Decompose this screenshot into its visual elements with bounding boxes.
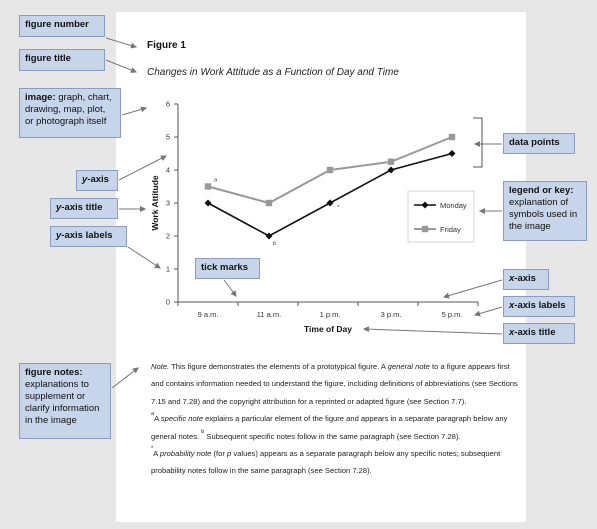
callout-y-labels-text: -axis labels (61, 230, 113, 241)
legend-label-monday: Monday (440, 201, 467, 210)
arrow-data-points-head (475, 142, 480, 146)
arrow-figure-title-head (131, 68, 136, 72)
callout-y-axis-italic: y (82, 174, 88, 185)
figure-number: Figure 1 (147, 40, 186, 51)
y-tick-label: 1 (165, 264, 170, 274)
arrow-figure-number-head (131, 44, 136, 48)
data-point-monday (327, 200, 334, 207)
point-note-marker: * (337, 205, 340, 211)
callout-y-labels-italic: y (56, 230, 62, 241)
legend-marker-friday (422, 226, 428, 232)
callout-x-axis (503, 269, 549, 290)
arrow-tick-marks-head (232, 291, 236, 296)
data-point-monday (205, 200, 212, 207)
callout-data-points (503, 133, 575, 154)
data-point-monday (449, 150, 456, 157)
arrow-image-head (141, 107, 146, 111)
y-tick-label: 5 (165, 132, 170, 142)
callout-y-title-text: -axis title (61, 202, 103, 213)
general-note (151, 358, 521, 410)
probability-note (151, 445, 521, 480)
data-point-monday (266, 233, 273, 240)
specific-note-text-a: A (154, 414, 161, 424)
callout-y-title-italic: y (56, 202, 62, 213)
specific-note-sup-b: b (201, 428, 205, 435)
callout-y-axis-title (50, 198, 118, 219)
arrow-x-axis-title-head (364, 327, 369, 331)
callout-data-points-text: data points (509, 137, 560, 148)
callout-figure-number (19, 15, 105, 37)
callout-tick-marks (195, 258, 260, 279)
callout-figure-title-text: figure title (25, 53, 71, 64)
probability-note-p: p (227, 449, 232, 459)
callout-figure-title (19, 49, 105, 71)
callout-figure-notes-label: figure notes: (25, 367, 83, 378)
legend-label-friday: Friday (440, 225, 461, 234)
callout-x-axis-text: -axis (514, 273, 536, 284)
general-note-text-a: This figure demonstrates the elements of a prototypical figure. A (169, 362, 388, 371)
callout-x-labels-italic: x (509, 300, 515, 311)
figure-title: Changes in Work Attitude as a Function of Day and Time (147, 67, 399, 78)
legend-box (408, 191, 474, 242)
callout-x-axis-italic: x (509, 273, 515, 284)
callout-x-axis-labels (503, 296, 575, 317)
general-note-term: general note (387, 362, 430, 371)
x-tick-label: 3 p.m. (380, 310, 402, 319)
general-note-text-b: to a figure appears first and contains information needed to understand the figure, including definitions of abbreviations (see Sections 7.15 and 7.28) and the copyright attribution for a reprinted or adapted figure (see Section 7.7). (151, 362, 518, 406)
arrow-x-axis (444, 280, 502, 297)
callout-figure-number-text: figure number (25, 19, 89, 30)
specific-note-term: specific note (160, 414, 204, 424)
callout-y-axis (76, 170, 118, 191)
arrow-x-axis-labels-head (475, 312, 480, 316)
probability-note-term: probability note (159, 449, 212, 459)
note-label: Note. (151, 362, 170, 371)
callout-figure-notes-text: explanations to supplement or clarify information in the image (25, 379, 100, 426)
probability-note-sup: * (151, 446, 154, 453)
y-tick-label: 2 (165, 231, 170, 241)
x-axis-title: Time of Day (303, 324, 353, 334)
data-point-monday (388, 167, 395, 174)
callout-x-title-italic: x (509, 327, 515, 338)
figure-notes (151, 358, 521, 480)
arrow-y-axis-head (161, 156, 166, 160)
data-point-friday (266, 200, 272, 206)
y-tick-label: 3 (165, 198, 170, 208)
probability-note-text-b: (for (211, 449, 228, 459)
specific-note-sup-a: a (151, 411, 155, 418)
callout-image-text: graph, chart, drawing, map, plot, or photograph itself (25, 92, 112, 127)
callout-image-label: image: (25, 92, 56, 103)
arrow-y-axis-title-head (140, 207, 145, 211)
callout-figure-notes (19, 363, 111, 439)
callout-legend-text: explanation of symbols used in the image (509, 197, 578, 232)
arrow-y-axis-labels (128, 247, 160, 268)
point-note-marker: a (214, 177, 218, 184)
arrow-x-axis-title (364, 329, 502, 334)
y-tick-label: 0 (165, 297, 170, 307)
x-tick-label: 1 p.m. (319, 310, 341, 319)
arrow-y-axis-labels-head (155, 264, 160, 268)
callout-legend-label: legend or key: (509, 185, 574, 196)
probability-note-text-c: values) appears as a separate paragraph below any specific notes; subsequent probability notes follow in the same paragraph (see Section 7.28). (151, 449, 501, 476)
y-axis-title: Work Attitude (150, 175, 160, 231)
line-chart (150, 100, 478, 335)
y-tick-label: 6 (165, 99, 170, 109)
callout-legend (503, 181, 587, 241)
data-point-friday (449, 134, 455, 140)
specific-note-text-b: explains a particular element of the figure and appears in a separate paragraph below any general notes. (151, 414, 508, 441)
callout-image (19, 88, 121, 138)
data-point-friday (327, 167, 333, 173)
x-tick-label: 9 a.m. (197, 310, 219, 319)
data-point-friday (388, 159, 394, 165)
callout-x-axis-title (503, 323, 575, 344)
specific-note-text-c: Subsequent specific notes follow in the same paragraph (see Section 7.28). (204, 431, 461, 441)
x-tick-label: 11 a.m. (256, 310, 282, 319)
x-tick-label: 5 p.m. (441, 310, 463, 319)
callout-y-axis-text: -axis (87, 174, 109, 185)
point-note-marker: b (273, 241, 277, 247)
specific-note (151, 410, 521, 445)
probability-note-text-a: A (153, 449, 160, 459)
arrow-legend-head (480, 209, 485, 213)
callout-x-labels-text: -axis labels (514, 300, 566, 311)
callout-tick-marks-text: tick marks (201, 262, 249, 273)
callout-y-axis-labels (50, 226, 127, 247)
data-point-friday (205, 183, 211, 189)
y-tick-label: 4 (165, 165, 170, 175)
callout-x-title-text: -axis title (514, 327, 556, 338)
arrow-x-axis-head (444, 294, 449, 298)
